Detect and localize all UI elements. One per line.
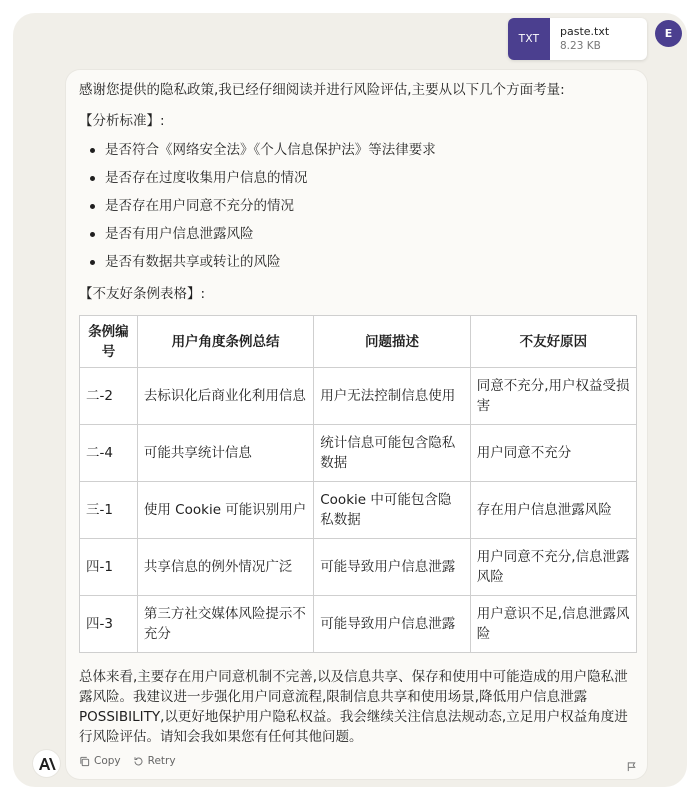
brand-logo [33, 750, 60, 777]
copy-icon [79, 756, 90, 767]
retry-icon [133, 756, 144, 767]
cell-clause-id: 四-1 [80, 539, 138, 596]
criteria-item: 是否有数据共享或转让的风险 [79, 252, 436, 280]
header-clause-id: 条例编号 [80, 316, 138, 368]
user-avatar[interactable]: E [655, 20, 682, 47]
attachment-type-badge: TXT [508, 18, 550, 60]
attachment-size: 8.23 KB [560, 40, 601, 52]
criteria-item: 是否有用户信息泄露风险 [79, 224, 436, 252]
table-row [80, 539, 637, 596]
cell-reason: 同意不充分,用户权益受损害 [470, 368, 636, 425]
message-intro: 感谢您提供的隐私政策,我已经仔细阅读并进行风险评估,主要从以下几个方面考量: [79, 82, 565, 98]
cell-issue: 可能导致用户信息泄露 [314, 596, 470, 653]
header-summary: 用户角度条例总结 [137, 316, 313, 368]
unfriendly-clauses-table [79, 315, 637, 653]
table-row [80, 482, 637, 539]
flag-button[interactable] [626, 757, 637, 776]
flag-icon [626, 761, 637, 772]
cell-issue: 统计信息可能包含隐私数据 [314, 425, 470, 482]
copy-label: Copy [94, 755, 121, 767]
criteria-item: 是否符合《网络安全法》《个人信息保护法》等法律要求 [79, 140, 436, 168]
header-issue: 问题描述 [314, 316, 470, 368]
attachment-card[interactable] [508, 18, 647, 60]
cell-summary: 可能共享统计信息 [137, 425, 313, 482]
table-row [80, 596, 637, 653]
cell-reason: 用户意识不足,信息泄露风险 [470, 596, 636, 653]
cell-summary: 第三方社交媒体风险提示不充分 [137, 596, 313, 653]
cell-issue: 可能导致用户信息泄露 [314, 539, 470, 596]
header-reason: 不友好原因 [470, 316, 636, 368]
criteria-item: 是否存在用户同意不充分的情况 [79, 196, 436, 224]
table-header-row [80, 316, 637, 368]
copy-button[interactable] [79, 755, 121, 767]
attachment-name: paste.txt [560, 25, 610, 38]
message-actions [79, 755, 188, 767]
retry-label: Retry [147, 755, 176, 767]
message-summary: 总体来看,主要存在用户同意机制不完善,以及信息共享、保存和使用中可能造成的用户隐私泄露风险。我建议进一步强化用户同意流程,限制信息共享和使用场景,降低用户信息泄露 POSSIBILITY,以更好地保护用户隐私权益。我会继续关注信息法规动态,立足用户权益角度进行风险评估。请知会我如果您有任何其他问题。 [79, 669, 628, 745]
cell-clause-id: 二-2 [80, 368, 138, 425]
cell-summary: 共享信息的例外情况广泛 [137, 539, 313, 596]
cell-reason: 存在用户信息泄露风险 [470, 482, 636, 539]
cell-summary: 使用 Cookie 可能识别用户 [137, 482, 313, 539]
criteria-heading: 【分析标准】: [79, 113, 165, 129]
brand-logo-icon [38, 757, 56, 771]
table-row [80, 368, 637, 425]
assistant-message [66, 70, 647, 779]
table-heading: 【不友好条例表格】: [79, 286, 206, 302]
cell-reason: 用户同意不充分,信息泄露风险 [470, 539, 636, 596]
cell-issue: 用户无法控制信息使用 [314, 368, 470, 425]
cell-clause-id: 三-1 [80, 482, 138, 539]
criteria-item: 是否存在过度收集用户信息的情况 [79, 168, 436, 196]
cell-summary: 去标识化后商业化利用信息 [137, 368, 313, 425]
cell-clause-id: 二-4 [80, 425, 138, 482]
cell-issue: Cookie 中可能包含隐私数据 [314, 482, 470, 539]
retry-button[interactable] [133, 755, 176, 767]
cell-clause-id: 四-3 [80, 596, 138, 653]
criteria-list [79, 140, 436, 280]
cell-reason: 用户同意不充分 [470, 425, 636, 482]
table-row [80, 425, 637, 482]
